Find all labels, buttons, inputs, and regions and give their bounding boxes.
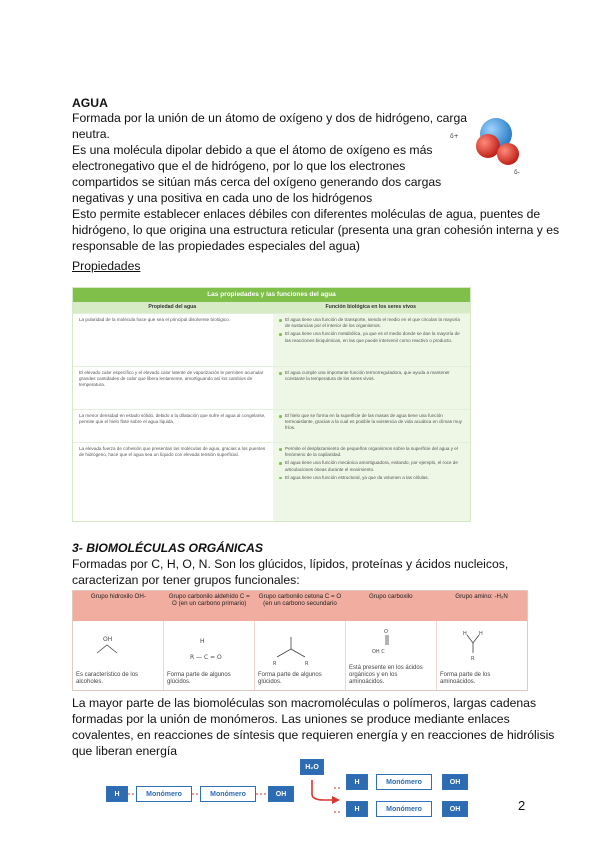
polymer-line-1: La mayor parte de las biomoléculas son macromoléculas o polímeros, largas cadenas <box>72 696 537 710</box>
properties-table <box>72 287 471 522</box>
ketone-structure-icon <box>261 627 331 667</box>
group-header-hydroxyl: Grupo hidroxilo OH- <box>90 593 146 600</box>
product-oh-box-1: OH <box>442 774 468 790</box>
svg-text:R: R <box>273 661 277 667</box>
intro-line-1: Formada por la unión de un átomo de oxígeno y dos de hidrógeno, carga <box>72 111 468 125</box>
function-list <box>273 410 470 442</box>
function-item: El agua tiene una función estructural, ya que da volumen a las células. <box>279 475 464 481</box>
group-header-amino: Grupo amino: -H₂N <box>455 593 508 600</box>
water-box: H₂O <box>300 759 324 775</box>
group-caption: Forma parte de los aminoácidos. <box>440 672 491 685</box>
properties-row <box>73 442 470 521</box>
function-item: El agua tiene una función mecánica amortiguadora, evitando, por ejemplo, el roce de articulaciones óseas durante el movimiento. <box>279 460 464 472</box>
properties-col-1-header: Propiedad del agua <box>148 304 197 310</box>
properties-row <box>73 366 470 409</box>
oh-end-box: OH <box>268 786 294 802</box>
intro-line-8: hidrógeno, lo que origina una estructura reticular (presenta una gran cohesión interna y es <box>72 223 560 237</box>
group-cell-hydroxyl <box>73 621 163 690</box>
svg-text:OH: OH <box>103 636 113 643</box>
monomer-box-2: Monómero <box>200 786 256 802</box>
polymer-line-2: formadas por la unión de monómeros. Las uniones se produce mediante enlaces <box>72 712 510 726</box>
group-caption: Forma parte de algunos glúcidos. <box>258 672 322 685</box>
product-monomer-box-2: Monómero <box>376 801 432 817</box>
section-3-title: 3- BIOMOLÉCULAS ORGÁNICAS <box>72 541 263 555</box>
intro-line-2: neutra. <box>72 127 110 141</box>
property-text: La menor densidad en estado sólido, debido a la dilatación que sufre el agua al congelarse, permite que el hielo flote sobre el agua líquida. <box>79 413 266 425</box>
aldehyde-structure-icon <box>170 627 240 667</box>
properties-table-header <box>73 302 470 313</box>
charge-positive-label: δ+ <box>450 133 459 140</box>
water-molecule-illustration <box>446 108 528 178</box>
propiedades-title: Propiedades <box>72 259 141 273</box>
function-list <box>273 314 470 366</box>
product-oh-box-2: OH <box>442 801 468 817</box>
function-item: El agua cumple una importante función termorreguladora, que ayuda a mantener constante la temperatura de los seres vivos. <box>279 370 464 382</box>
properties-row <box>73 409 470 442</box>
amino-structure-icon <box>443 627 513 663</box>
hydrogen-atom-right <box>497 143 519 165</box>
properties-row <box>73 313 470 366</box>
svg-text:R: R <box>305 661 309 667</box>
svg-text:H: H <box>479 631 483 637</box>
functional-groups-header <box>73 591 527 621</box>
function-item: El agua tiene una función de transporte, siendo el medio en el que circulan la mayoría de sustancias por el interior de los organismos. <box>279 317 464 329</box>
h-end-box: H <box>106 786 128 802</box>
function-item: El hielo que se forma en la superficie de las masas de agua tiene una función termoaislante, gracias a la cual es posible la existencia de vida acuática en climas muy fríos. <box>279 413 464 432</box>
property-text: La polaridad de la molécula hace que sea el principal disolvente biológico. <box>79 317 230 322</box>
intro-line-6: negativas y una positiva en cada uno de los hidrógenos <box>72 191 373 205</box>
group-caption: Está presente en los ácidos orgánicos y en los aminoácidos. <box>349 665 423 685</box>
intro-line-9: responsable de las propiedades especiales del agua) <box>72 239 360 253</box>
svg-text:H: H <box>200 638 205 645</box>
functional-groups-table <box>72 590 528 691</box>
svg-text:OH C: OH C <box>372 649 385 655</box>
diagram-connectors <box>128 770 358 820</box>
product-h-box-1: H <box>346 774 368 790</box>
section-3-line-1: Formadas por C, H, O, N. Son los glúcidos, lípidos, proteínas y ácidos nucleicos, <box>72 557 509 571</box>
function-item: El agua tiene una función metabólica, ya que es el medio donde se dan la mayoría de las reacciones bioquímicas, en las que puede intervenir como reactivo o producto. <box>279 331 464 343</box>
section-heading-agua: AGUA <box>72 96 108 110</box>
function-item: Permite el desplazamiento de pequeños organismos sobre la superficie del agua y el fenómeno de la capilaridad. <box>279 446 464 458</box>
carboxyl-structure-icon <box>352 627 422 663</box>
page-number: 2 <box>518 798 526 813</box>
properties-col-2-header: Función biológica en los seres vivos <box>325 304 417 310</box>
group-cell-aldehyde <box>163 621 254 690</box>
product-h-box-2: H <box>346 801 368 817</box>
svg-text:R — C = O: R — C = O <box>190 654 222 661</box>
charge-negative-label: δ- <box>514 169 520 176</box>
function-list <box>273 367 470 409</box>
svg-text:O: O <box>384 629 388 635</box>
group-cell-amino <box>436 621 527 690</box>
property-text: El elevado calor específico y el elevado calor latente de vaporización le permiten acumular grandes cantidades de calor que libera lentamente, amortiguando así los cambios de temperatura. <box>79 370 264 388</box>
group-header-ketone: Grupo carbonilo cetona C = O (en un carbono secundario <box>258 593 342 608</box>
intro-line-7: Esto permite establecer enlaces débiles con diferentes moléculas de agua, puentes de <box>72 207 541 221</box>
intro-line-5: compartidos se sitúan más cerca del oxígeno generando dos cargas <box>72 175 442 189</box>
function-list <box>273 443 470 521</box>
hydrogen-atom-left <box>476 134 500 158</box>
hydroxyl-structure-icon <box>79 627 149 663</box>
intro-line-4: electronegativo que el de hidrógeno, por lo que los electrones <box>72 159 406 173</box>
group-cell-carboxyl <box>345 621 436 690</box>
svg-text:R: R <box>471 656 475 662</box>
polymer-line-3: covalentes, en reacciones de síntesis que requieren energía y en reacciones de hidrólisis <box>72 728 555 742</box>
group-header-carboxyl: Grupo carboxilo <box>368 593 413 600</box>
svg-text:H: H <box>463 631 467 637</box>
properties-table-title: Las propiedades y las funciones del agua <box>73 288 470 302</box>
intro-line-3: Es una molécula dipolar debido a que el átomo de oxígeno es más <box>72 143 433 157</box>
group-caption: Es característico de los alcoholes. <box>76 672 139 685</box>
group-header-aldehyde: Grupo carbonilo aldehído C = O (en un carbono primario) <box>168 593 250 608</box>
group-caption: Forma parte de algunos glúcidos. <box>167 672 231 685</box>
polymer-line-4: que liberan energía <box>72 744 178 758</box>
group-cell-ketone <box>254 621 345 690</box>
property-text: La elevada fuerza de cohesión que presentan las moléculas de agua, gracias a los puentes de hidrógeno, hace que el agua sea un líquido con elevada tensión superficial. <box>79 446 266 458</box>
product-monomer-box-1: Monómero <box>376 774 432 790</box>
monomer-box-1: Monómero <box>136 786 192 802</box>
section-3-line-2: caracterizan por tener grupos funcionales: <box>72 573 300 587</box>
